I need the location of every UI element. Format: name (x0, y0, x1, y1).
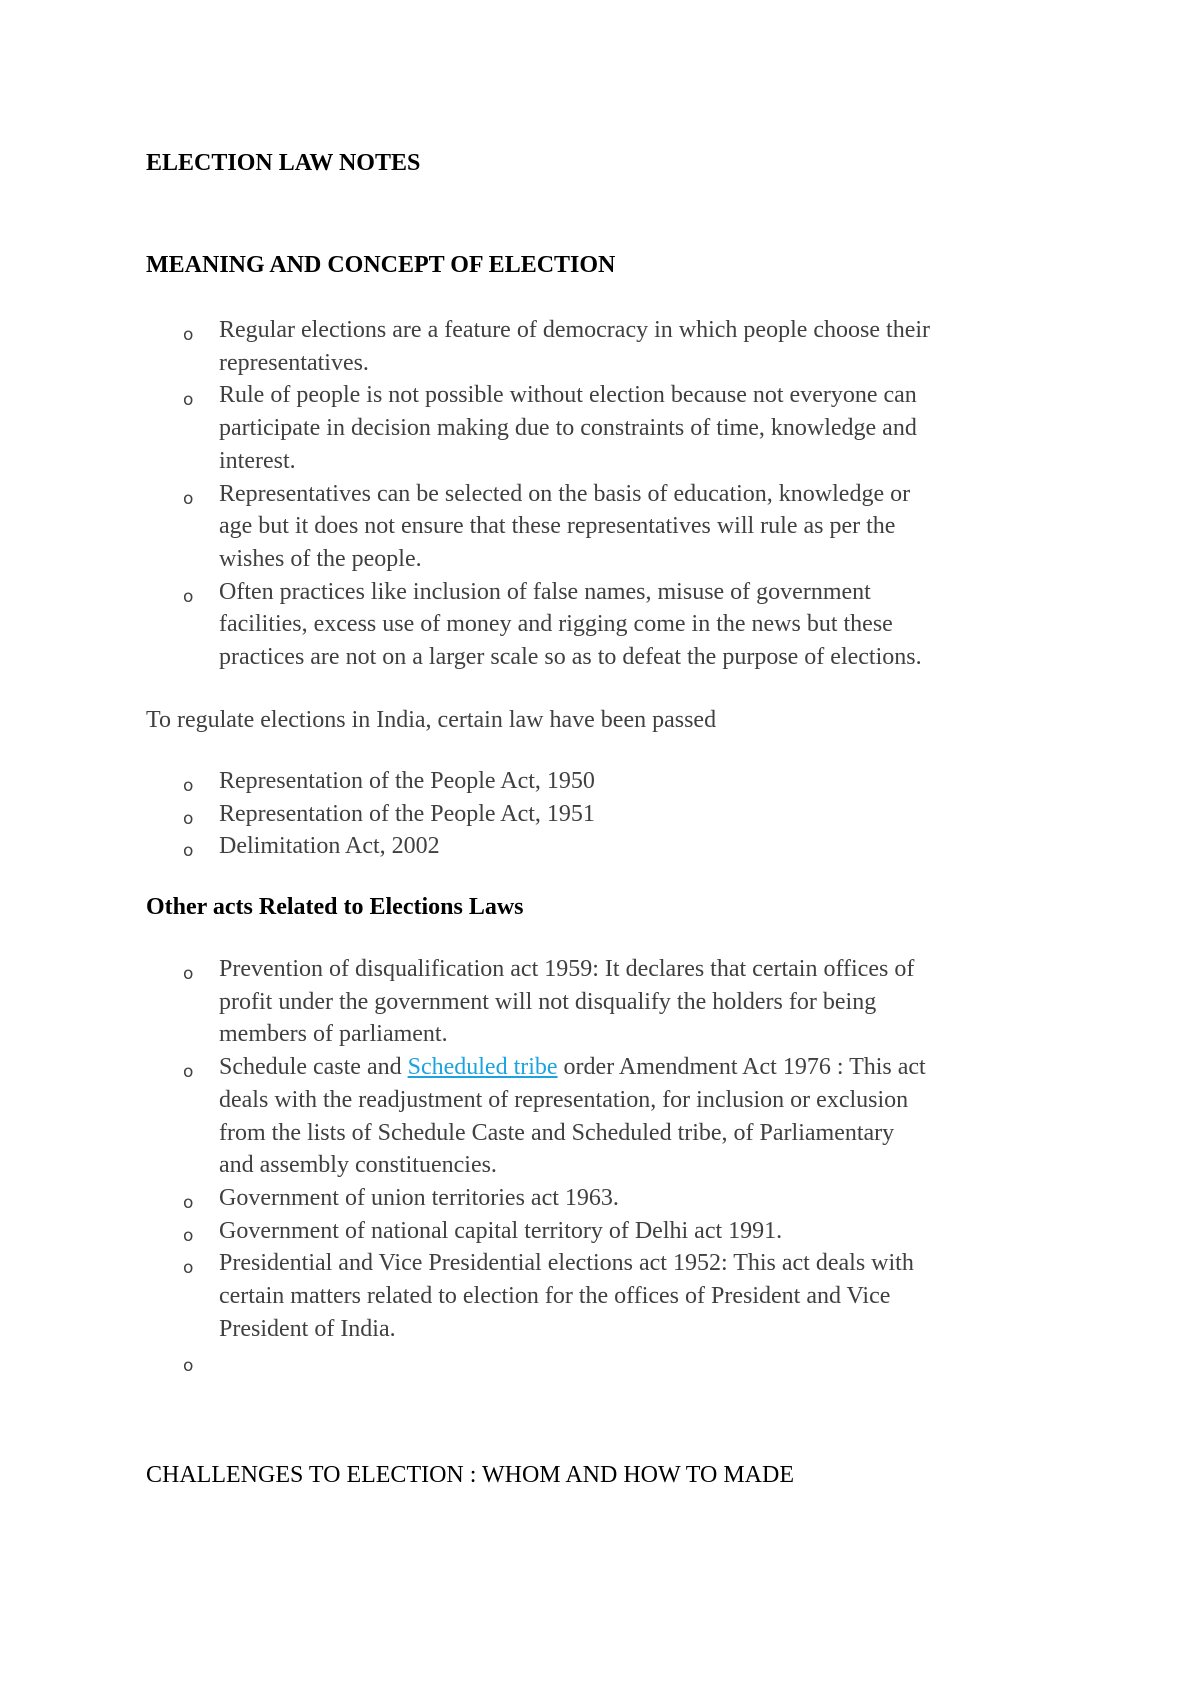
list-item (0, 1215, 1079, 1248)
section-heading-meaning: MEANING AND CONCEPT OF ELECTION (146, 252, 616, 278)
bullet-marker: o (183, 964, 194, 984)
regulation-paragraph: To regulate elections in India, certain law have been passed (146, 707, 717, 733)
bullet-marker: o (183, 586, 194, 607)
other-acts-bullet-list (0, 953, 1079, 1378)
list-item-text (219, 1345, 1079, 1378)
bullet-marker: o (183, 390, 194, 411)
list-item-text: Delimitation Act, 2002 (219, 833, 440, 860)
list-item (0, 798, 1079, 831)
list-item (0, 314, 1079, 379)
list-item (0, 765, 1079, 798)
list-item-text: Representation of the People Act, 1951 (219, 800, 595, 827)
list-item-text: Regular elections are a feature of democracy in which people choose their representatives. (219, 317, 931, 376)
list-item-empty (0, 1345, 1079, 1378)
list-item-text: Presidential and Vice Presidential elections act 1952: This act deals with certain matters related to election for the offices of President and Vice President of India. (219, 1250, 914, 1342)
list-item (0, 379, 1079, 477)
bullet-marker: o (183, 841, 194, 862)
bullet-marker: o (183, 776, 194, 796)
list-item (0, 576, 1079, 674)
bullet-marker: o (183, 488, 194, 509)
list-item-text: Prevention of disqualification act 1959: It declares that certain offices of profit under the government will not disqualify the holders for being members of parliament. (219, 956, 915, 1048)
list-item-text: Government of national capital territory of Delhi act 1991. (219, 1217, 783, 1244)
list-item (0, 1051, 1079, 1182)
bullet-marker: o (183, 325, 194, 345)
list-item-text: Rule of people is not possible without election because not everyone can participate in decision making due to constraints of time, knowledge and interest. (219, 382, 917, 474)
section-heading-other-acts: Other acts Related to Elections Laws (146, 894, 524, 920)
bullet-marker: o (183, 1258, 194, 1279)
meaning-bullet-list (0, 314, 1079, 674)
bullet-marker: o (183, 1225, 194, 1246)
list-item (0, 1182, 1079, 1215)
bullet-marker: o (183, 1192, 194, 1213)
bullet-marker: o (183, 808, 194, 829)
list-item-text: Representatives can be selected on the basis of education, knowledge or age but it does not ensure that these representatives will rule as per the wishes of the people. (219, 480, 911, 572)
list-item (0, 953, 1079, 1051)
list-item-text: Representation of the People Act, 1950 (219, 768, 595, 794)
section-heading-challenges: CHALLENGES TO ELECTION : WHOM AND HOW TO MADE (146, 1462, 794, 1488)
bullet-marker: o (183, 1062, 194, 1083)
document-title: ELECTION LAW NOTES (146, 150, 421, 176)
list-item (0, 830, 1079, 863)
list-item (0, 478, 1079, 576)
list-item-text: Often practices like inclusion of false names, misuse of government facilities, excess use of money and rigging come in the news but these practices are not on a larger scale so as to defeat the purpose of elections. (219, 578, 922, 671)
list-item-text: Government of union territories act 1963. (219, 1184, 619, 1211)
acts-bullet-list (0, 765, 1079, 863)
scheduled-tribe-link[interactable]: Scheduled tribe (407, 1054, 558, 1081)
list-item-text: Schedule caste and Scheduled tribe order Amendment Act 1976 : This act deals with the readjustment of representation, for inclusion or exclusion from the lists of Schedule Caste and Scheduled tribe, of Parliamentary and assembly constituencies. (219, 1054, 926, 1179)
list-item (0, 1247, 1079, 1345)
bullet-marker: o (183, 1356, 194, 1377)
